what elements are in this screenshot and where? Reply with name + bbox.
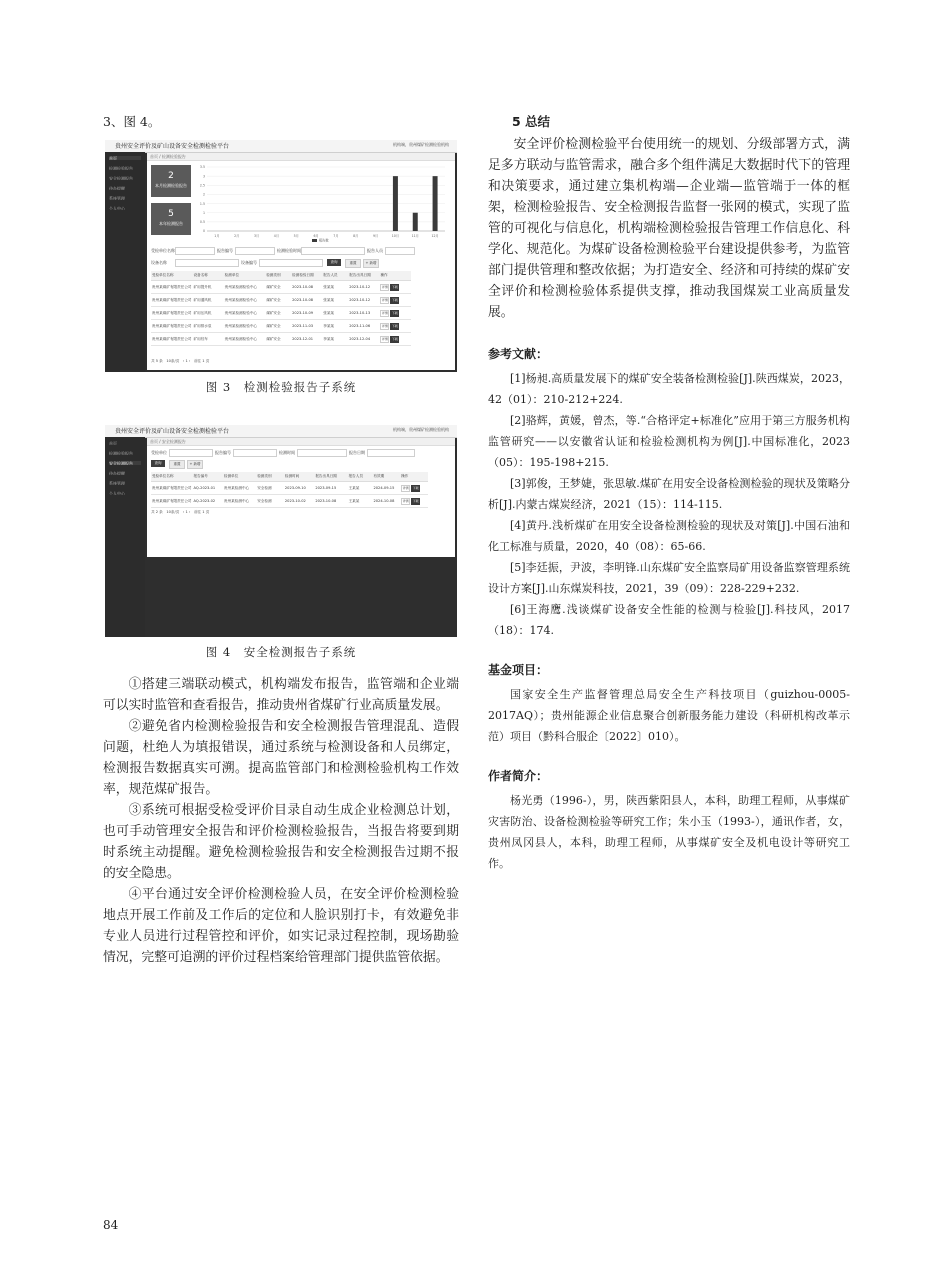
- table-cell: 2023-10-12: [348, 281, 379, 294]
- table-cell: 矿用压风机: [193, 307, 224, 320]
- chart-x-tick-label: 3月: [253, 234, 260, 238]
- table-row: [151, 307, 411, 320]
- fig3-add-button[interactable]: + 新增: [363, 259, 379, 268]
- chart-x-tick-label: 9月: [372, 234, 379, 238]
- table-cell: 贵州某检测中心: [223, 482, 256, 495]
- reference-item: [5]李廷振，尹波，李明锋.山东煤矿安全监察局矿用设备监察管理系统设计方案[J].山东煤炭科技，2021，39（09）：228-229+232.: [488, 561, 850, 595]
- row-actions: [379, 333, 410, 346]
- reference-item: [6]王海鹰.浅谈煤矿设备安全性能的检测与检验[J].科技风，2017（18）：174.: [488, 603, 850, 637]
- intro-text: 3、图 4。: [103, 114, 161, 129]
- table-cell: 贵州某煤矿有限责任公司: [151, 333, 193, 346]
- fig4-button-row: [151, 460, 449, 468]
- fig4-filter-input[interactable]: [297, 449, 347, 457]
- figure-3-caption: 图 3 检测检验报告子系统: [205, 380, 357, 394]
- table-row: [151, 495, 428, 508]
- fig4-app-title: 贵州安全评价及矿山设备安全检测检验平台: [115, 428, 230, 435]
- fig3-col-header: 操作: [379, 271, 410, 281]
- fig3-stat-card[interactable]: [151, 203, 191, 235]
- table-cell: 2023-12-01: [291, 333, 322, 346]
- fig3-sidebar-item[interactable]: 首页: [109, 156, 141, 160]
- table-cell: 贵州某煤矿有限责任公司: [151, 320, 193, 333]
- table-row: [151, 281, 411, 294]
- fig4-sidebar-item[interactable]: 系统管理: [109, 481, 125, 485]
- chart-x-tick-label: 10月: [391, 234, 400, 238]
- fig3-filter-label: 报告人员: [367, 248, 383, 253]
- figure-3-screenshot: [105, 140, 457, 372]
- table-cell: 贵州某煤矿有限责任公司: [151, 307, 193, 320]
- right-column: [488, 112, 850, 874]
- detail-button[interactable]: 详情: [381, 310, 388, 315]
- fig3-sidebar: [105, 152, 145, 372]
- fig4-sidebar-item[interactable]: 个人中心: [109, 491, 125, 495]
- chart-y-tick-label: 2: [202, 192, 205, 197]
- detail-button[interactable]: 详情: [381, 323, 388, 328]
- fig4-filter-label: 报告编号: [215, 450, 231, 455]
- fig4-col-header: 检测单位: [223, 472, 256, 482]
- table-cell: 张某某: [322, 281, 348, 294]
- table-cell: AQ-2023-02: [193, 495, 223, 508]
- table-row: [151, 294, 411, 307]
- chart-y-tick-label: 0.5: [199, 220, 205, 225]
- fig3-user-info: 机构端，贵州煤矿检测检验机构: [393, 142, 449, 147]
- download-button[interactable]: 下载: [412, 498, 419, 503]
- reference-item: [4]黄丹.浅析煤矿在用安全设备检测检验的现状及对策[J].中国石油和化工标准与质量，2020，40（08）：65-66.: [488, 519, 850, 553]
- row-actions: [379, 294, 410, 307]
- fig3-app-title: 贵州安全评价及矿山设备安全检测检验平台: [115, 143, 230, 150]
- body-paragraph: ②避免省内检测检验报告和安全检测报告管理混乱、造假问题，杜绝人为填报错误，通过系统与检测设备和人员绑定，检测报告数据真实可溯。提高监管部门和检测检验机构工作效率，规范煤矿报告。: [103, 719, 459, 797]
- fig3-col-header: 检测检验日期: [291, 271, 322, 281]
- row-actions: [400, 495, 428, 508]
- fig3-stat-number: 5: [168, 209, 174, 219]
- references-heading: 参考文献：: [488, 347, 549, 361]
- fig3-col-header: 报告人员: [322, 271, 348, 281]
- fig4-sidebar: [105, 437, 145, 637]
- chart-bar: [433, 176, 438, 231]
- fig3-filter-input[interactable]: [301, 247, 365, 255]
- fig4-col-header: 操作: [400, 472, 428, 482]
- table-row: [151, 333, 411, 346]
- table-cell: 煤矿安全: [265, 333, 291, 346]
- fig3-main-panel: [147, 153, 455, 370]
- fig3-stat-number: 2: [168, 171, 174, 181]
- download-button[interactable]: 下载: [391, 310, 398, 315]
- table-cell: 贵州某检测检验中心: [224, 307, 266, 320]
- fig4-col-header: 有效期: [372, 472, 400, 482]
- fig3-stat-label: 本年检测报告: [159, 221, 183, 226]
- fig4-search-button[interactable]: 查询: [151, 460, 165, 467]
- download-button[interactable]: 下载: [391, 284, 398, 289]
- table-cell: 2023-09-15: [314, 482, 347, 495]
- body-paragraph: ③系统可根据受检受评价目录自动生成企业检测总计划，也可手动管理安全报告和评价检测检验报告，当报告将要到期时系统主动提醒。避免检测检验报告和安全检测报告过期不报的安全隐患。: [103, 803, 459, 881]
- detail-button[interactable]: 详情: [381, 284, 388, 289]
- fig3-bar-chart: [195, 163, 449, 243]
- fig3-stat-label: 本月检测检验报告: [155, 183, 187, 188]
- table-cell: 矿用通风机: [193, 294, 224, 307]
- page-number: 84: [103, 1218, 119, 1232]
- table-cell: 2023-09-10: [284, 482, 314, 495]
- table-cell: 李某某: [322, 320, 348, 333]
- fig4-report-table: [151, 472, 428, 508]
- fig4-filter-label: 报告日期: [349, 450, 365, 455]
- row-actions: [379, 320, 410, 333]
- table-cell: 2023-10-13: [348, 307, 379, 320]
- table-row: [151, 482, 428, 495]
- chart-bar: [393, 176, 398, 231]
- table-row: [151, 320, 411, 333]
- fig3-col-header: 检测单位: [224, 271, 266, 281]
- fig3-filter-input[interactable]: [259, 259, 323, 267]
- body-paragraph: ①搭建三端联动模式，机构端发布报告，监管端和企业端可以实时监管和查看报告，推动贵州省煤矿行业高质量发展。: [103, 677, 459, 713]
- author-heading: 作者简介：: [488, 769, 549, 783]
- table-cell: 王某某: [348, 482, 373, 495]
- table-cell: 贵州某检测检验中心: [224, 294, 266, 307]
- chart-x-tick-label: 8月: [353, 234, 359, 238]
- fig3-filter-label: 报告编号: [217, 248, 233, 253]
- detail-button[interactable]: 详情: [402, 498, 409, 503]
- fig3-chart-svg: [195, 163, 449, 243]
- table-cell: 矿用提升机: [193, 281, 224, 294]
- fig3-sidebar-item[interactable]: 个人中心: [109, 206, 125, 210]
- table-cell: 贵州某检测检验中心: [224, 281, 266, 294]
- table-cell: 矿用排水泵: [193, 320, 224, 333]
- table-cell: 煤矿安全: [265, 294, 291, 307]
- chart-x-tick-label: 7月: [333, 234, 339, 238]
- figure-4-screenshot: [105, 425, 457, 637]
- table-cell: 矿用绞车: [193, 333, 224, 346]
- row-actions: [400, 482, 428, 495]
- table-cell: 贵州某煤矿有限责任公司: [151, 294, 193, 307]
- fig4-main-panel: [147, 438, 455, 557]
- fig4-titlebar: [105, 425, 457, 438]
- chart-y-tick-label: 3.5: [199, 165, 205, 170]
- row-actions: [379, 307, 410, 320]
- download-button[interactable]: 下载: [391, 297, 398, 302]
- fig3-sidebar-item[interactable]: 待办提醒: [109, 186, 125, 190]
- table-cell: 王某某: [348, 495, 373, 508]
- fig3-stat-card[interactable]: [151, 165, 191, 197]
- fig4-filter-input[interactable]: [233, 449, 277, 457]
- fig4-filter-input[interactable]: [169, 449, 213, 457]
- table-cell: 贵州某煤矿有限责任公司: [151, 495, 193, 508]
- fig4-col-header: 报告人员: [348, 472, 373, 482]
- table-cell: 贵州某检测中心: [223, 495, 256, 508]
- funding-heading: 基金项目：: [488, 663, 549, 677]
- fig4-col-header: 报告编号: [193, 472, 223, 482]
- fig3-filter-label: 受检单位名称: [151, 248, 175, 253]
- table-cell: 2023-10-02: [284, 495, 314, 508]
- fig4-filter-label: 受检单位: [151, 450, 167, 455]
- table-cell: 2024-10-08: [372, 495, 400, 508]
- table-cell: 贵州某煤矿有限责任公司: [151, 281, 193, 294]
- table-cell: AQ-2023-01: [193, 482, 223, 495]
- table-cell: 2023-11-03: [291, 320, 322, 333]
- table-cell: 2023-10-09: [291, 307, 322, 320]
- fig4-add-button[interactable]: + 新增: [187, 460, 203, 469]
- table-cell: 2023-11-06: [348, 320, 379, 333]
- chart-x-tick-label: 12月: [431, 234, 439, 238]
- fig3-filter-input[interactable]: [175, 247, 215, 255]
- table-cell: 2023-10-08: [291, 294, 322, 307]
- fig3-reset-button[interactable]: 重置: [345, 259, 361, 268]
- row-actions: [379, 281, 410, 294]
- fig4-pagination[interactable]: 共 2 条 10条/页 ‹ 1 › 前往 1 页: [151, 510, 210, 514]
- reference-item: [2]骆辉，黄媛，曾杰，等.“合格评定+标准化”应用于第三方服务机构监管研究——以安徽省认证和检验检测机构为例[J].中国标准化，2023（05）：195-198+215.: [488, 414, 850, 469]
- body-paragraph: ④平台通过安全评价检测检验人员，在安全评价检测检验地点开展工作前及工作后的定位和人脸识别打卡，有效避免非专业人员进行过程管控和评价，如实记录过程控制，现场勘验情况，完整可追溯的评价过程档案给管理部门提供监管依据。: [103, 887, 459, 965]
- fig3-filter-input[interactable]: [175, 259, 239, 267]
- fig3-table-header-row: [151, 271, 411, 281]
- table-cell: 2023-12-04: [348, 333, 379, 346]
- fig3-col-header: 设备名称: [193, 271, 224, 281]
- figure-4-caption: 图 4 安全检测报告子系统: [205, 645, 357, 659]
- fig4-sidebar-item[interactable]: 待办提醒: [109, 471, 125, 475]
- fig4-col-header: 受检单位名称: [151, 472, 193, 482]
- table-cell: 张某某: [322, 294, 348, 307]
- chart-x-tick-label: 2月: [234, 234, 240, 238]
- fig4-filter-input[interactable]: [367, 449, 415, 457]
- table-cell: 2023-10-12: [348, 294, 379, 307]
- detail-button[interactable]: 详情: [402, 485, 409, 490]
- fig3-filter-label: 设备编号: [241, 260, 257, 265]
- detail-button[interactable]: 详情: [381, 297, 388, 302]
- fig3-titlebar: [105, 140, 457, 153]
- fig4-filter-row: [151, 449, 449, 457]
- fig3-filter-input[interactable]: [235, 247, 275, 255]
- fig3-sidebar-item[interactable]: 安全检测报告: [109, 176, 133, 180]
- table-cell: 2024-09-15: [372, 482, 400, 495]
- chart-y-tick-label: 1.5: [199, 201, 205, 206]
- funding-text: 国家安全生产监督管理总局安全生产科技项目（guizhou-0005-2017AQ）；贵州能源企业信息聚合创新服务能力建设（科研机构改革示范）项目（黔科合服企〔2022〕010）。: [488, 688, 850, 743]
- reference-item: [1]杨昶.高质量发展下的煤矿安全装备检测检验[J].陕西煤炭，2023，42（01）：210-212+224.: [488, 372, 850, 406]
- reference-item: [3]郭俊，王梦婕，张思敏.煤矿在用安全设备检测检验的现状及策略分析[J].内蒙古煤炭经济，2021（15）：114-115.: [488, 477, 850, 511]
- fig3-breadcrumb: 首页 / 检测检验报告: [147, 153, 455, 161]
- table-cell: 李某某: [322, 333, 348, 346]
- fig4-breadcrumb: 首页 / 安全检测报告: [147, 438, 455, 446]
- table-cell: 安全检测: [256, 495, 284, 508]
- fig3-filter-label: 检测检验时间: [277, 248, 301, 253]
- fig3-filter-row: [151, 247, 449, 255]
- fig4-sidebar-item[interactable]: 检测检验报告: [109, 451, 133, 455]
- author-text: 杨光勇（1996-），男，陕西紫阳县人，本科，助理工程师，从事煤矿灾害防治、设备检测检验等研究工作；朱小玉（1993-），通讯作者，女，贵州凤冈县人，本科，助理工程师，从事煤矿安全及机电设计等研究工作。: [488, 794, 850, 870]
- table-cell: 煤矿安全: [265, 307, 291, 320]
- detail-button[interactable]: 详情: [381, 336, 388, 341]
- table-cell: 煤矿安全: [265, 281, 291, 294]
- chart-x-tick-label: 11月: [411, 234, 419, 238]
- chart-bar: [413, 213, 418, 231]
- table-cell: 贵州某检测检验中心: [224, 333, 266, 346]
- chart-legend-swatch: [312, 239, 317, 242]
- chart-y-tick-label: 3: [202, 174, 205, 179]
- chart-legend-label: 报告数: [319, 238, 329, 243]
- table-cell: 煤矿安全: [265, 320, 291, 333]
- fig4-sidebar-item[interactable]: 安全检测报告: [109, 461, 141, 465]
- fig4-col-header: 检测类别: [256, 472, 284, 482]
- fig4-user-info: 机构端，贵州煤矿检测检验机构: [393, 427, 449, 432]
- fig4-sidebar-item[interactable]: 首页: [109, 441, 117, 445]
- fig3-sidebar-item[interactable]: 检测检验报告: [109, 166, 133, 170]
- chart-y-tick-label: 2.5: [199, 183, 205, 188]
- fig3-search-button[interactable]: 查询: [327, 259, 341, 266]
- chart-x-tick-label: 5月: [293, 234, 299, 238]
- fig3-col-header: 检测类别: [265, 271, 291, 281]
- chart-x-tick-label: 1月: [214, 234, 220, 238]
- fig3-col-header: 报告出具日期: [348, 271, 379, 281]
- fig4-col-header: 报告出具日期: [314, 472, 347, 482]
- table-cell: 贵州某检测检验中心: [224, 320, 266, 333]
- fig3-sidebar-item[interactable]: 系统管理: [109, 196, 125, 200]
- table-cell: 安全检测: [256, 482, 284, 495]
- fig3-pagination[interactable]: 共 5 条 10条/页 ‹ 1 › 前往 1 页: [151, 359, 210, 363]
- fig3-col-header: 受检单位名称: [151, 271, 193, 281]
- fig3-filter-label: 设备名称: [151, 260, 167, 265]
- download-button[interactable]: 下载: [412, 485, 419, 490]
- fig4-reset-button[interactable]: 重置: [169, 460, 185, 469]
- table-cell: 贵州某煤矿有限责任公司: [151, 482, 193, 495]
- section-5-text: 安全评价检测检验平台使用统一的规划、分级部署方式，满足多方联动与监管需求，融合多个组件满足大数据时代下的管理和决策要求，通过建立集机构端—企业端—监管端于一体的框架，检测检验报告、安全检测报告监督一张网的模式，实现了监管的可视化与信息化，机构端检测检验报告管理工作信息化、科学化、规范化。为煤矿设备检测检验平台建设提供参考，为监管部门提供管理和整改依据；为打造安全、经济和可持续的煤矿安全评价和检测检验体系提供支撑，推动我国煤炭工业高质量发展。: [488, 137, 850, 320]
- table-cell: 2023-10-08: [291, 281, 322, 294]
- fig3-filter-row: [151, 259, 449, 267]
- left-column: [103, 112, 459, 968]
- download-button[interactable]: 下载: [391, 323, 398, 328]
- fig4-filter-label: 检测时间: [279, 450, 295, 455]
- chart-y-tick-label: 1: [202, 210, 205, 215]
- fig4-table-header-row: [151, 472, 428, 482]
- download-button[interactable]: 下载: [391, 336, 398, 341]
- chart-x-tick-label: 4月: [273, 234, 280, 238]
- table-cell: 2023-10-08: [314, 495, 347, 508]
- table-cell: 张某某: [322, 307, 348, 320]
- section-5-heading: 5 总结: [512, 114, 551, 129]
- fig3-report-table: [151, 271, 411, 346]
- chart-x-tick-label: 6月: [313, 234, 319, 238]
- chart-y-tick-label: 0: [202, 229, 205, 234]
- fig3-filter-input[interactable]: [385, 247, 415, 255]
- fig4-col-header: 检测时间: [284, 472, 314, 482]
